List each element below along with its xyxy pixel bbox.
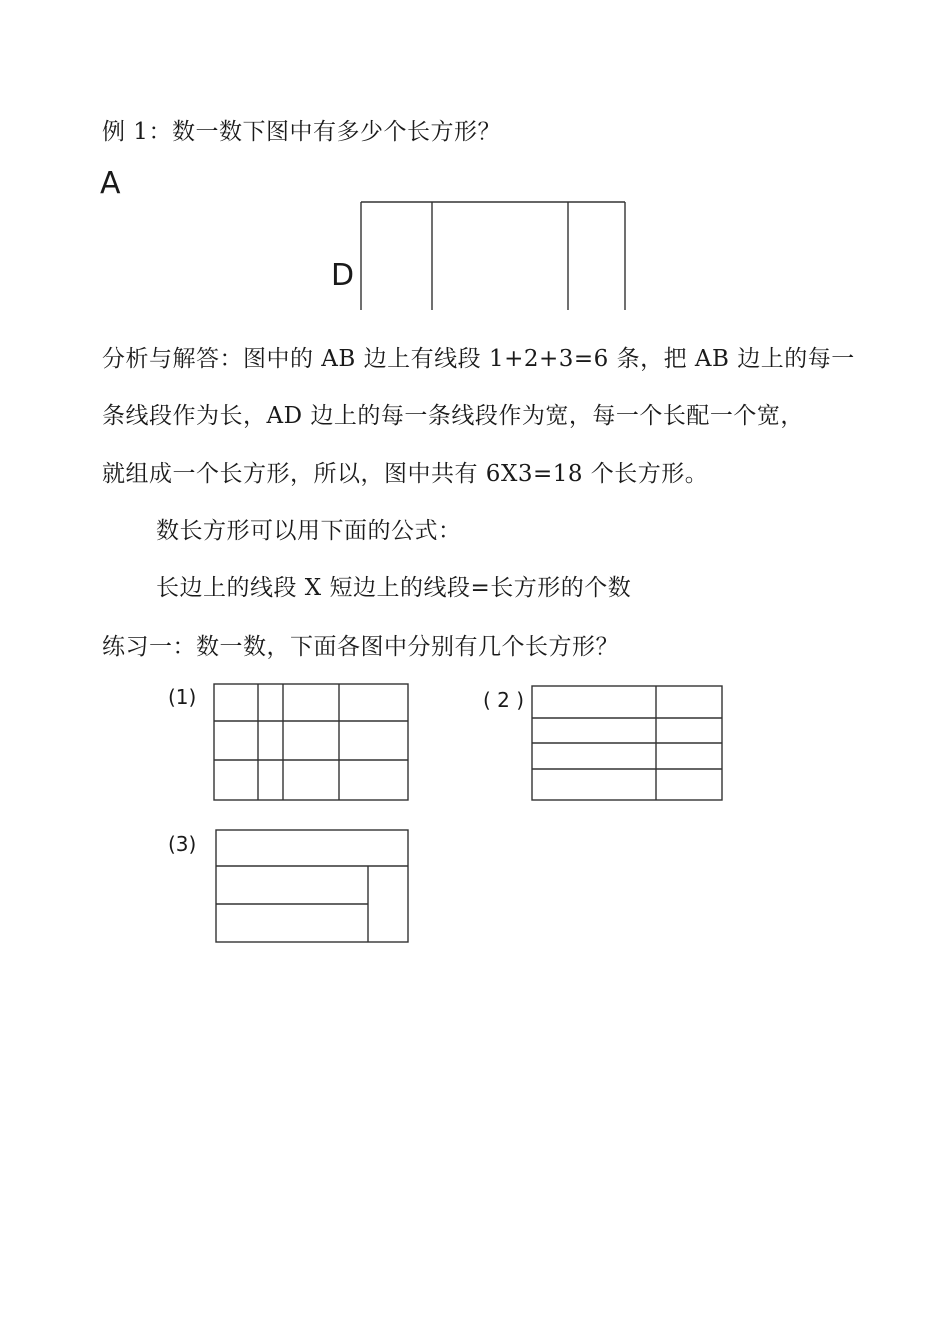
- analysis-line-3: 就组成一个长方形，所以，图中共有 6X3=18 个长方形。: [102, 461, 709, 487]
- figure-2-label: ( 2 ): [483, 688, 525, 712]
- formula-intro: 数长方形可以用下面的公式：: [156, 518, 462, 544]
- formula-text: 长边上的线段 X 短边上的线段=长方形的个数: [156, 575, 632, 601]
- analysis-line-2: 条线段作为长，AD 边上的每一条线段作为宽，每一个长配一个宽，: [102, 403, 804, 429]
- figure-1-label: (1): [168, 685, 197, 709]
- analysis-line-1: 分析与解答：图中的 AB 边上有线段 1+2+3=6 条，把 AB 边上的每一: [102, 346, 855, 372]
- label-d: D: [331, 258, 355, 293]
- exercise-heading: 练习一：数一数，下面各图中分别有几个长方形？: [102, 634, 619, 660]
- label-a: A: [100, 166, 121, 201]
- figure-3-label: (3): [168, 832, 197, 856]
- example-heading: 例 1：数一数下图中有多少个长方形？: [102, 119, 501, 145]
